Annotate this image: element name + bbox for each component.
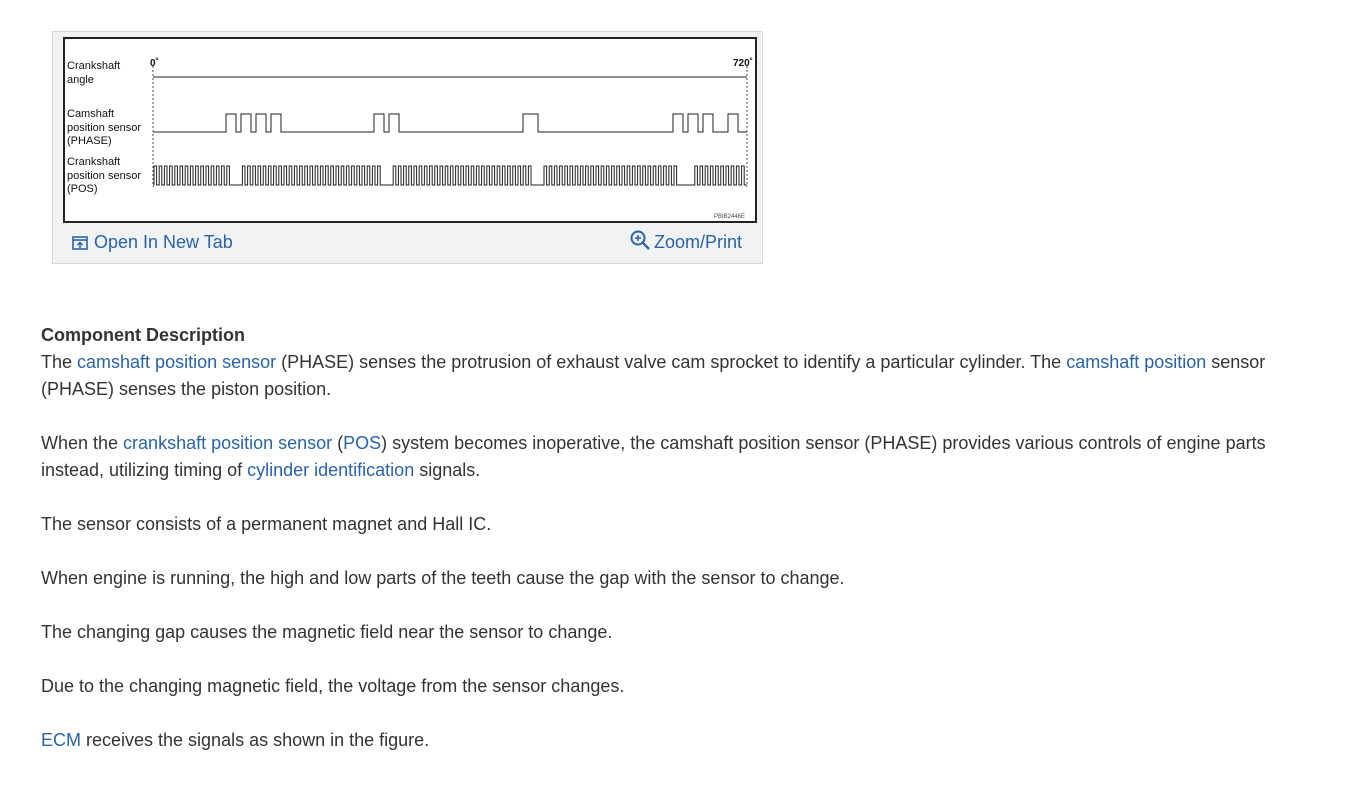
section-heading: Component Description	[41, 325, 246, 345]
paragraph-2: When the crankshaft position sensor (POS) system becomes inoperative, the camshaft position sensor (PHASE) provides various controls of engine parts instead, utilizing timing of cylinder identification signals.	[41, 433, 1266, 480]
zoom-print-link[interactable]	[629, 232, 742, 253]
cylinder-identification-link[interactable]: cylinder identification	[247, 460, 415, 480]
paragraph-1: The camshaft position sensor (PHASE) senses the protrusion of exhaust valve cam sprocket to identify a particular cylinder. The camshaft position sensor (PHASE) senses the piston position.	[41, 352, 1266, 399]
camshaft-phase-waveform	[153, 114, 747, 132]
degree-end-label: 720˚	[733, 58, 754, 69]
figure-container	[52, 31, 763, 264]
figure-code: PBIB2446E	[713, 214, 745, 220]
degree-start-label: 0˚	[150, 58, 159, 69]
zoom-in-icon	[629, 229, 651, 251]
paragraph-5: The changing gap causes the magnetic field near the sensor to change.	[41, 622, 613, 642]
cam-sensor-label: Camshaft position sensor (PHASE)	[67, 108, 141, 147]
paragraph-4: When engine is running, the high and low parts of the teeth cause the gap with the sensor to change.	[41, 568, 845, 588]
crank-sensor-label: Crankshaft position sensor (POS)	[67, 156, 141, 195]
open-new-tab-icon	[72, 235, 88, 251]
component-description	[41, 322, 1331, 781]
zoom-print-label: Zoom/Print	[654, 232, 743, 252]
camshaft-position-link[interactable]: camshaft position	[1066, 352, 1207, 372]
waveform-graphic	[65, 39, 755, 221]
signal-diagram	[63, 37, 757, 223]
paragraph-7: ECM receives the signals as shown in the figure.	[41, 730, 430, 750]
ecm-link[interactable]: ECM	[41, 730, 81, 750]
crank-angle-label: Crankshaft angle	[67, 60, 121, 86]
paragraph-6: Due to the changing magnetic field, the voltage from the sensor changes.	[41, 676, 625, 696]
open-in-new-tab-label: Open In New Tab	[94, 232, 233, 252]
paragraph-3: The sensor consists of a permanent magnet and Hall IC.	[41, 514, 492, 534]
camshaft-position-sensor-link[interactable]: camshaft position sensor	[77, 352, 277, 372]
pos-link[interactable]: POS	[343, 433, 382, 453]
open-in-new-tab-link[interactable]	[72, 232, 233, 253]
crankshaft-pos-waveform	[153, 166, 747, 185]
crankshaft-position-sensor-link[interactable]: crankshaft position sensor	[123, 433, 333, 453]
